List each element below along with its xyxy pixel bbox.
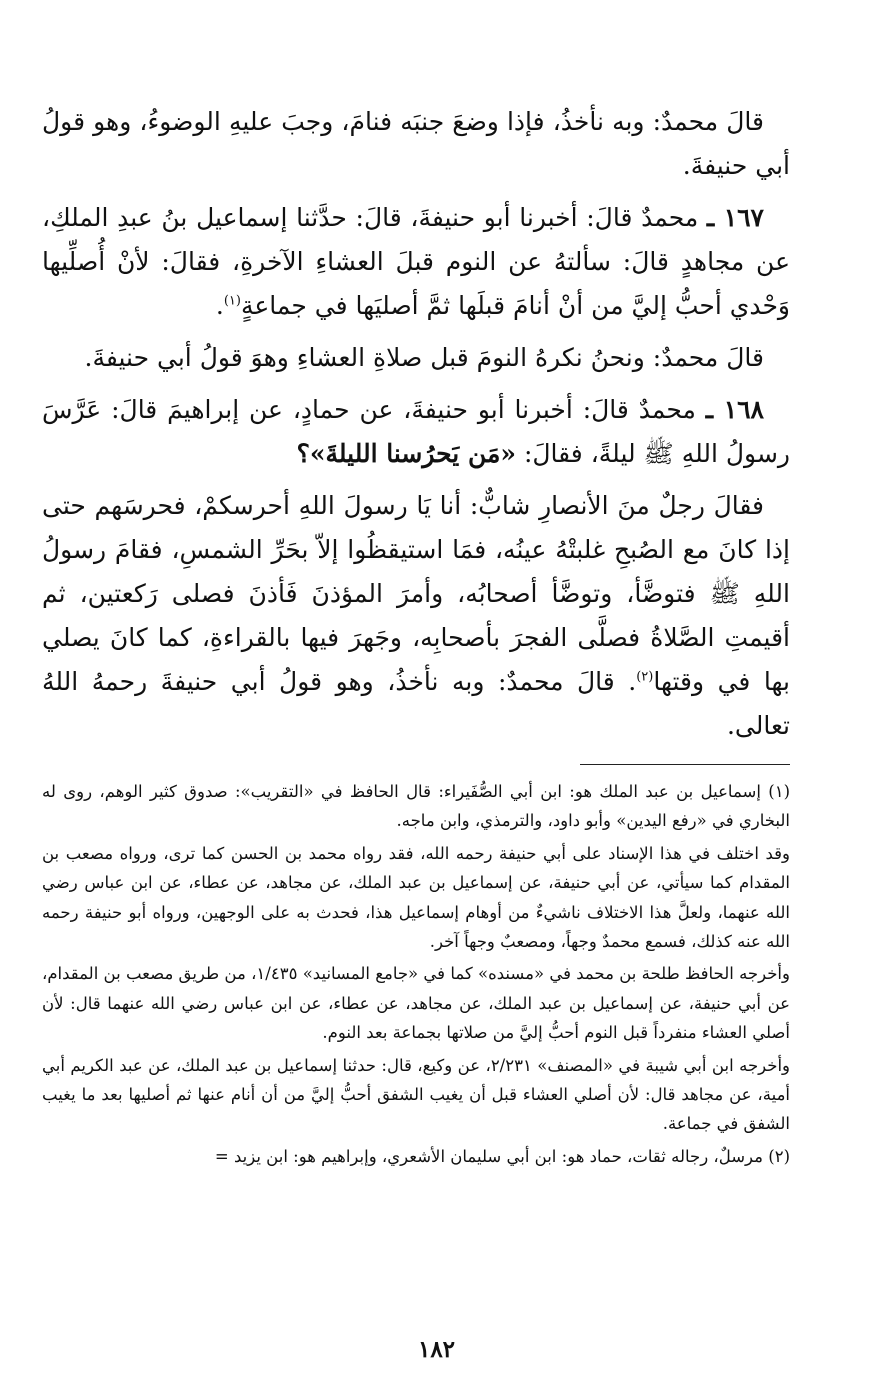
hadith-text-end: . قالَ محمدٌ: وبه نأخذُ، وهو قولُ أبي حنيفةَ رحمهُ اللهُ تعالى. bbox=[42, 667, 790, 740]
paragraph-text: قالَ محمدٌ: ونحنُ نكرهُ النومَ قبل صلاةِ العشاءِ وهوَ قولُ أبي حنيفةَ. bbox=[84, 343, 764, 372]
footnote-1-paragraph-2: وقد اختلف في هذا الإسناد على أبي حنيفة رحمه الله، فقد رواه محمد بن الحسن كما ترى، ورواه مصعب بن المقدام كما سيأتي، عن أبي حنيفة، عن إسماعيل بن عبد الملك، عن مجاهد، عن عطاء، عن ابن عباس رضي الله عنهما، ولعلَّ هذا الاختلاف ناشيءٌ من أوهام إسماعيل هذا، فحدث به على الوجهين، ورواه أبو حنيفة رحمه الله عنه كذلك، فسمع محمدٌ وجهاً، ومصعبٌ وجهاً آخر. bbox=[42, 843, 790, 952]
footnote-1-paragraph-3: وأخرجه الحافظ طلحة بن محمد في «مسنده» كما في «جامع المسانيد» ١/٤٣٥، من طريق مصعب بن المقدام، عن أبي حنيفة، عن إسماعيل بن عبد الملك، عن مجاهد، عن عطاء، عن ابن عباس رضي الله عنهما قال: لأن أصلي العشاء منفرداً قبل النوم أحبُّ إليَّ من صلاتها بجماعة بعد النوم. bbox=[42, 964, 790, 1043]
footnotes bbox=[42, 777, 790, 1171]
footnote-ref-2[interactable]: (٢) bbox=[636, 669, 654, 685]
footnote-2: (٢) مرسلٌ، رجاله ثقات، حماد هو: ابن أبي سليمان الأشعري، وإبراهيم هو: ابن يزيد = bbox=[214, 1146, 790, 1166]
main-text bbox=[42, 100, 790, 748]
footnote-ref-1[interactable]: (١) bbox=[223, 293, 241, 309]
hadith-number: ١٦٨ ـ bbox=[705, 395, 764, 424]
hadith-168-continued bbox=[42, 484, 790, 748]
prophet-quote: «مَن يَحرُسنا الليلةَ»؟ bbox=[296, 439, 516, 468]
footnote-1-paragraph-4: وأخرجه ابن أبي شيبة في «المصنف» ٢/٢٣١، عن وكيع، قال: حدثنا إسماعيل بن عبد الملك، عن عبد الكريم أبي أمية، عن مجاهد قال: لأن أصلي العشاء قبل أن يغيب الشفق أحبُّ إليَّ من أن أنام عنها ثم أصليها بعد ما يغيب الشفق في جماعة. bbox=[42, 1055, 790, 1134]
hadith-text: محمدٌ قالَ: أخبرنا أبو حنيفةَ، قالَ: حدَّثنا إسماعيل بنُ عبدِ الملكِ، عن مجاهدٍ قالَ: سألتهُ عن النوم قبلَ العشاءِ الآخرةِ، فقالَ: لأنْ أُصلِّيها وَحْدي أحبُّ إليَّ من أنْ أنامَ قبلَها ثمَّ أصليَها في جماعةٍ bbox=[42, 203, 790, 320]
paragraph-text: قالَ محمدٌ: وبه نأخذُ، فإذا وضعَ جنبَه فنامَ، وجبَ عليهِ الوضوءُ، وهو قولُ أبي حنيفةَ. bbox=[42, 107, 790, 180]
hadith-end: . bbox=[215, 291, 224, 320]
footnote-1: (١) إسماعيل بن عبد الملك هو: ابن أبي الصُّفَيراء: قال الحافظ في «التقريب»: صدوق كثير الوهم، روى له البخاري في «رفع اليدين» وأبو داود، والترمذي، وابن ماجه. bbox=[42, 782, 790, 831]
footnote-divider bbox=[580, 764, 790, 765]
paragraph-statement-2 bbox=[42, 336, 790, 380]
hadith-text: محمدٌ قالَ: أخبرنا أبو حنيفةَ، عن حمادٍ، عن إبراهيمَ قالَ: عَرَّسَ رسولُ اللهِ ﷺ ليلةً، فقالَ: bbox=[42, 395, 790, 468]
book-page bbox=[42, 100, 790, 1174]
hadith-167 bbox=[42, 196, 790, 328]
hadith-168 bbox=[42, 388, 790, 476]
page-number: ١٨٢ bbox=[417, 1336, 456, 1363]
paragraph-statement-1 bbox=[42, 100, 790, 188]
hadith-number: ١٦٧ ـ bbox=[706, 203, 764, 232]
hadith-text: فقالَ رجلٌ منَ الأنصارِ شابٌّ: أنا يَا رسولَ اللهِ أحرسكمْ، فحرسَهم حتى إذا كانَ مع الصُبحِ غلبتْهُ عينُه، فمَا استيقظُوا إلاّ بحَرِّ الشمسِ، فقامَ رسولُ اللهِ ﷺ فتوضَّأ، وتوضَّأ أصحابُه، وأمرَ المؤذنَ فَأذنَ فصلى رَكعتين، ثم أقيمتِ الصَّلاةُ فصلَّى الفجرَ بأصحابِه، وجَهرَ فيها بالقراءةِ، كما كانَ يصلي بها في وقتها bbox=[42, 491, 790, 696]
